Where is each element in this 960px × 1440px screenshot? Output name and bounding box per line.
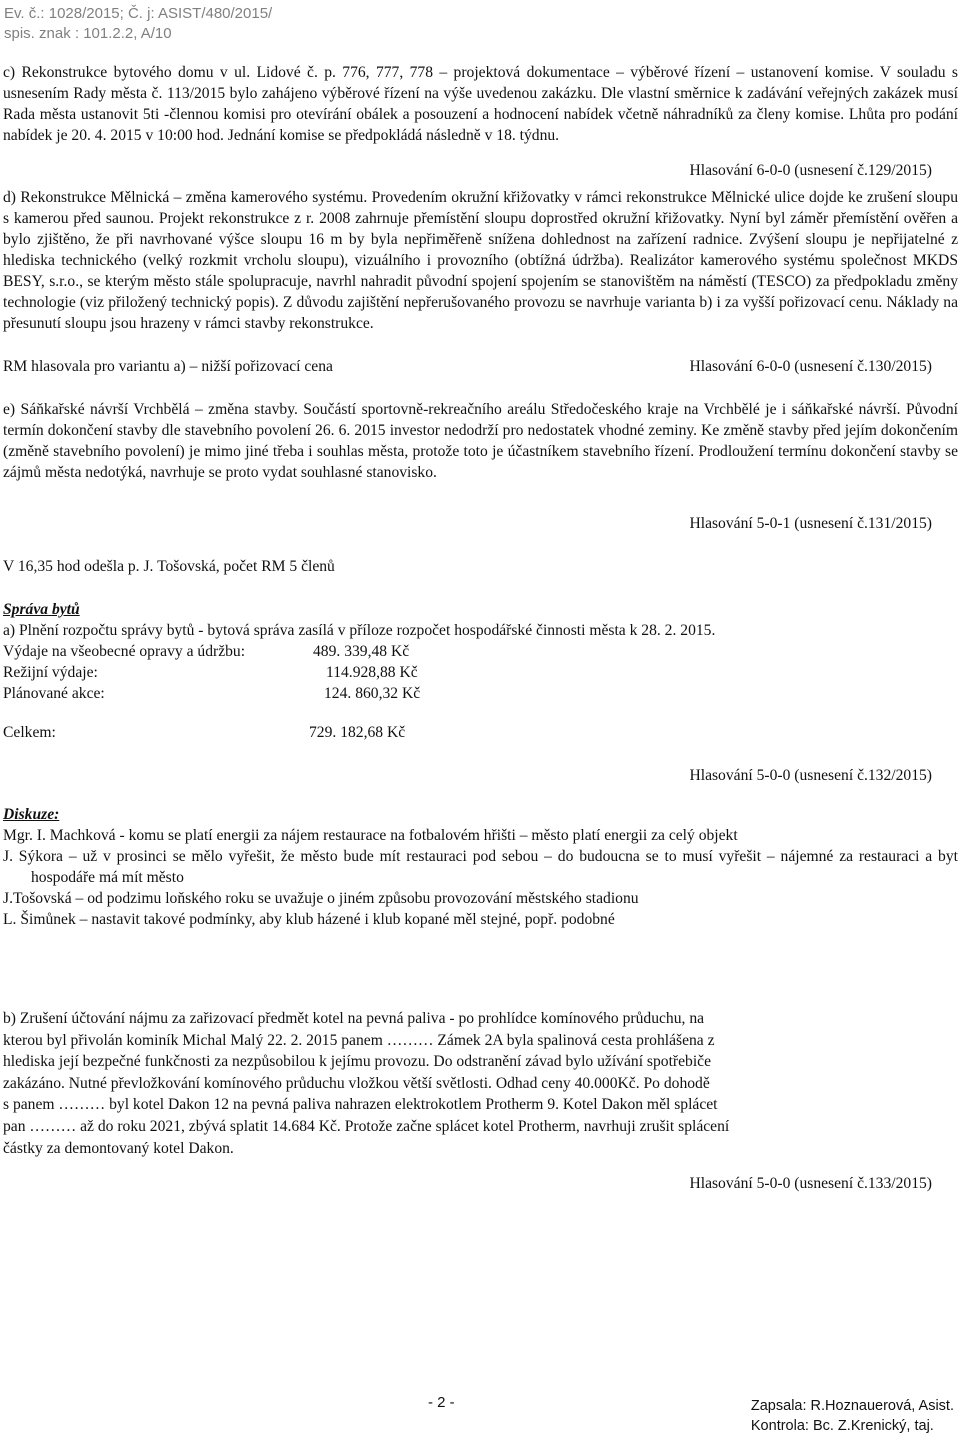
section-c-text: c) Rekonstrukce bytového domu v ul. Lidové č. p. 776, 777, 778 – projektová dokumentace – výběrové řízení – ustanovení komise. V souladu s usnesením Rady města č. 113/2015 bylo zahájeno výběrové řízení na výše uvedenou zakázku. Dle vlastní směrnice k zadávání veřejných zakázek musí Rada města ustanovit 5ti -člennou komisi pro otevírání obálek a posouzení a hodnocení nabídek včetně náhradníků za členy komise. Lhůta pro podání nabídek je 20. 4. 2015 v 10:00 hod. Jednání komise se předpokládá následně v 18. týdnu. xyxy=(3,64,958,144)
page-number: - 2 - xyxy=(428,1394,455,1411)
sprava-heading: Správa bytů xyxy=(3,601,80,618)
list-item: J.Tošovská – od podzimu loňského roku se uvažuje o jiném způsobu provozování městského stadionu xyxy=(3,890,639,907)
list-item: J. Sýkora – už v prosinci se mělo vyřešit, že město bude mít restauraci pod sebou – do budoucna se to musí vyřešit – nájemné za restauraci a byt hospodáře má mít město xyxy=(3,848,958,886)
page-content xyxy=(3,62,958,1194)
header-file-mark: spis. znak : 101.2.2, A/10 xyxy=(4,25,172,42)
budget-value: 489. 339,48 Kč xyxy=(313,643,410,660)
rm-vote-line xyxy=(3,356,958,377)
budget-label: Režijní výdaje: xyxy=(3,664,98,681)
section-b-line: pan ……… až do roku 2021, zbývá splatit 14.684 Kč. Protože začne splácet kotel Protherm, navrhuji zrušit splácení xyxy=(3,1117,730,1135)
section-b-line: částky za demontovaný kotel Dakon. xyxy=(3,1139,234,1157)
section-b-line: s panem ……… byl kotel Dakon 12 na pevná paliva nahrazen elektrokotlem Protherm 9. Kotel Dakon měl splácet xyxy=(3,1096,718,1114)
budget-total-label: Celkem: xyxy=(3,724,56,741)
budget-value: 114.928,88 Kč xyxy=(326,664,418,681)
document-header xyxy=(4,4,272,44)
section-d-vote: Hlasování 6-0-0 (usnesení č.130/2015) xyxy=(689,358,932,375)
section-b-line: b) Zrušení účtování nájmu za zařizovací předmět kotel na pevná paliva - po prohlídce komínového průduchu, na xyxy=(3,1010,705,1027)
footer-signatures xyxy=(751,1396,954,1436)
section-d-text: d) Rekonstrukce Mělnická – změna kamerového systému. Provedením okružní křižovatky v rámci rekonstrukce Mělnické ulice dojde ke zrušení sloupu s kamerou před saunou. Projekt rekonstrukce z r. 2008 zahrnuje přemístění sloupu doprostřed okružní křižovatky. Nyní byl záměr přemístění ověřen a bylo zjištěno, že při navrhované výšce sloupu 16 m by byla nepřiměřeně snížena dohlednost na zařízení radnice. Zvýšení sloupu je nepřijatelné z hlediska technického (velký rozkmit vrcholu sloupu), vizuálního i provozního (obtížná údržba). Realizátor kamerového systému společnost MKDS BESY, s.r.o., se kterým město stále spolupracuje, navrhl nahradit původní spojení spojením se stanovištěm na náměstí (TESCO) za předpokladu změny technologie (viz přiložený technický popis). Z důvodu zajištění nepřerušovaného provozu se navrhuje varianta b) i za vyšší pořizovací cenu. Náklady na přesunutí sloupu jsou hrazeny v rámci stavby rekonstrukce. xyxy=(3,189,958,332)
budget-row xyxy=(3,683,958,704)
diskuze-list xyxy=(3,825,958,930)
budget-label: Výdaje na všeobecné opravy a údržbu: xyxy=(3,643,246,660)
sprava-vote: Hlasování 5-0-0 (usnesení č.132/2015) xyxy=(689,767,932,784)
budget-total-row xyxy=(3,722,958,743)
budget-row xyxy=(3,662,958,683)
section-c-vote: Hlasování 6-0-0 (usnesení č.129/2015) xyxy=(689,162,932,179)
section-e-text: e) Sáňkařské návrší Vrchbělá – změna stavby. Součástí sportovně-rekreačního areálu Středočeského kraje na Vrchbělé je i sáňkařské návrší. Původní termín dokončení stavby dle stavebního povolení 26. 6. 2015 investor nedodrží pro nedostatek vhodné zeminy. Ke změně stavby před jejím dokončením (změně stavebního povolení) je mimo jiné třeba i souhlas města, protože toto je účastníkem stavebního řízení. Prodloužení termínu dokončení stavby se zájmů města nedotýká, navrhuje se proto vydat souhlasné stanovisko. xyxy=(3,401,958,481)
section-b-line: kterou byl přivolán kominík Michal Malý 22. 2. 2015 panem ……… Zámek 2A byla spalinová cesta prohlášena z xyxy=(3,1031,715,1049)
departure-note: V 16,35 hod odešla p. J. Tošovská, počet RM 5 členů xyxy=(3,558,335,575)
budget-label: Plánované akce: xyxy=(3,685,105,702)
header-evidence-number: Ev. č.: 1028/2015; Č. j: ASIST/480/2015/ xyxy=(4,5,273,22)
section-b xyxy=(3,1008,958,1159)
diskuze-heading: Diskuze: xyxy=(3,806,60,823)
section-e-vote: Hlasování 5-0-1 (usnesení č.131/2015) xyxy=(689,515,932,532)
section-b-line: zakázáno. Nutné převložkování komínového průduchu vložkou větší světlosti. Odhad ceny 40.000Kč. Po dohodě xyxy=(3,1074,710,1092)
footer-checked-by: Kontrola: Bc. Z.Krenický, taj. xyxy=(750,1418,934,1434)
budget-total-value: 729. 182,68 Kč xyxy=(309,724,406,741)
section-b-line: hlediska její bezpečné funkčnosti za nezpůsobilou k jejímu provozu. Do odstranění závad bylo užívání spotřebiče xyxy=(3,1053,712,1071)
list-item: L. Šimůnek – nastavit takové podmínky, aby klub házené i klub kopané měl stejné, popř. podobné xyxy=(3,911,615,928)
list-item: Mgr. I. Machková - komu se platí energii za nájem restaurace na fotbalovém hřišti – město platí energii za celý objekt xyxy=(3,827,738,844)
budget-table xyxy=(3,641,958,743)
section-b-vote: Hlasování 5-0-0 (usnesení č.133/2015) xyxy=(689,1175,932,1193)
rm-vote-text: RM hlasovala pro variantu a) – nižší pořizovací cena xyxy=(3,358,333,375)
footer-recorded-by: Zapsala: R.Hoznauerová, Asist. xyxy=(750,1398,954,1414)
budget-row xyxy=(3,641,958,662)
sprava-text: a) Plnění rozpočtu správy bytů - bytová správa zasílá v příloze rozpočet hospodářské činnosti města k 28. 2. 2015. xyxy=(3,622,716,639)
budget-value: 124. 860,32 Kč xyxy=(324,685,421,702)
